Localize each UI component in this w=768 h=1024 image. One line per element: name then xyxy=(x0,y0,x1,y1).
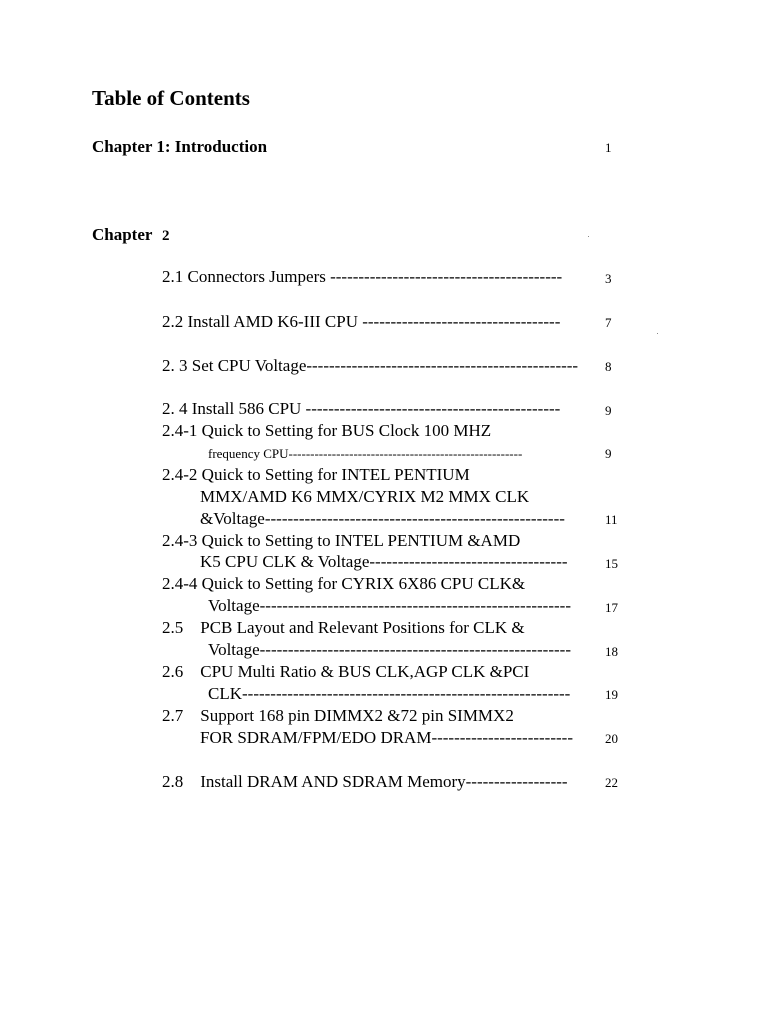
toc-entry-2-1: 2.1 Connectors Jumpers ----------------------------------------- xyxy=(162,267,563,286)
toc-page-2-1: 3 xyxy=(605,271,612,286)
toc-page-2-8: 22 xyxy=(605,775,618,790)
toc-page-2-4: 9 xyxy=(605,403,612,418)
toc-page-2-7: 20 xyxy=(605,731,618,746)
toc-entry-2-2: 2.2 Install AMD K6-III CPU ----------------------------------- xyxy=(162,312,561,331)
chapter-2-number: 2 xyxy=(162,228,170,244)
page-title: Table of Contents xyxy=(92,86,250,110)
toc-entry-2-5: 2.5 PCB Layout and Relevant Positions for CLK & xyxy=(162,618,525,637)
toc-entry-2-7: 2.7 Support 168 pin DIMMX2 &72 pin SIMMX2 xyxy=(162,706,514,725)
scan-speck xyxy=(588,236,589,237)
toc-page-2-2: 7 xyxy=(605,315,612,330)
toc-entry-2-4-4-line2: Voltage------------------------------------------------------- xyxy=(208,596,571,615)
toc-entry-2-5-line2: Voltage------------------------------------------------------- xyxy=(208,640,571,659)
toc-entry-2-6: 2.6 CPU Multi Ratio & BUS CLK,AGP CLK &PCI xyxy=(162,662,530,681)
toc-entry-2-4-3: 2.4-3 Quick to Setting to INTEL PENTIUM &AMD xyxy=(162,531,521,550)
toc-entry-2-3: 2. 3 Set CPU Voltage------------------------------------------------ xyxy=(162,356,579,375)
chapter-1-label: Chapter 1: Introduction xyxy=(92,137,268,156)
chapter-2-label: Chapter xyxy=(92,225,153,244)
toc-entry-2-4-2-line2: MMX/AMD K6 MMX/CYRIX M2 MMX CLK xyxy=(200,487,530,506)
toc-entry-2-4-2: 2.4-2 Quick to Setting for INTEL PENTIUM xyxy=(162,465,470,484)
toc-entry-2-8: 2.8 Install DRAM AND SDRAM Memory------------------ xyxy=(162,772,568,791)
toc-page-2-4-1: 9 xyxy=(605,446,612,461)
toc-entry-2-6-line2: CLK---------------------------------------------------------- xyxy=(208,684,571,703)
toc-page-2-4-4: 17 xyxy=(605,600,618,615)
toc-entry-2-4-1-cont: frequency CPU------------------------------------------------------ xyxy=(208,446,523,461)
chapter-1-page: 1 xyxy=(605,140,612,155)
toc-entry-2-4-4: 2.4-4 Quick to Setting for CYRIX 6X86 CPU CLK& xyxy=(162,574,526,593)
toc-entry-2-4-2-line3: &Voltage----------------------------------------------------- xyxy=(200,509,565,528)
toc-page-2-5: 18 xyxy=(605,644,618,659)
toc-page-2-4-2: 11 xyxy=(605,512,618,527)
toc-entry-2-4-3-line2: K5 CPU CLK & Voltage----------------------------------- xyxy=(200,552,568,571)
toc-entry-2-4: 2. 4 Install 586 CPU --------------------------------------------- xyxy=(162,399,561,418)
toc-page-2-4-3: 15 xyxy=(605,556,618,571)
toc-entry-2-7-line2: FOR SDRAM/FPM/EDO DRAM------------------------- xyxy=(200,728,573,747)
scan-speck xyxy=(657,333,658,334)
toc-page-2-6: 19 xyxy=(605,687,618,702)
toc-entry-2-4-1: 2.4-1 Quick to Setting for BUS Clock 100 MHZ xyxy=(162,421,492,440)
toc-page-2-3: 8 xyxy=(605,359,612,374)
